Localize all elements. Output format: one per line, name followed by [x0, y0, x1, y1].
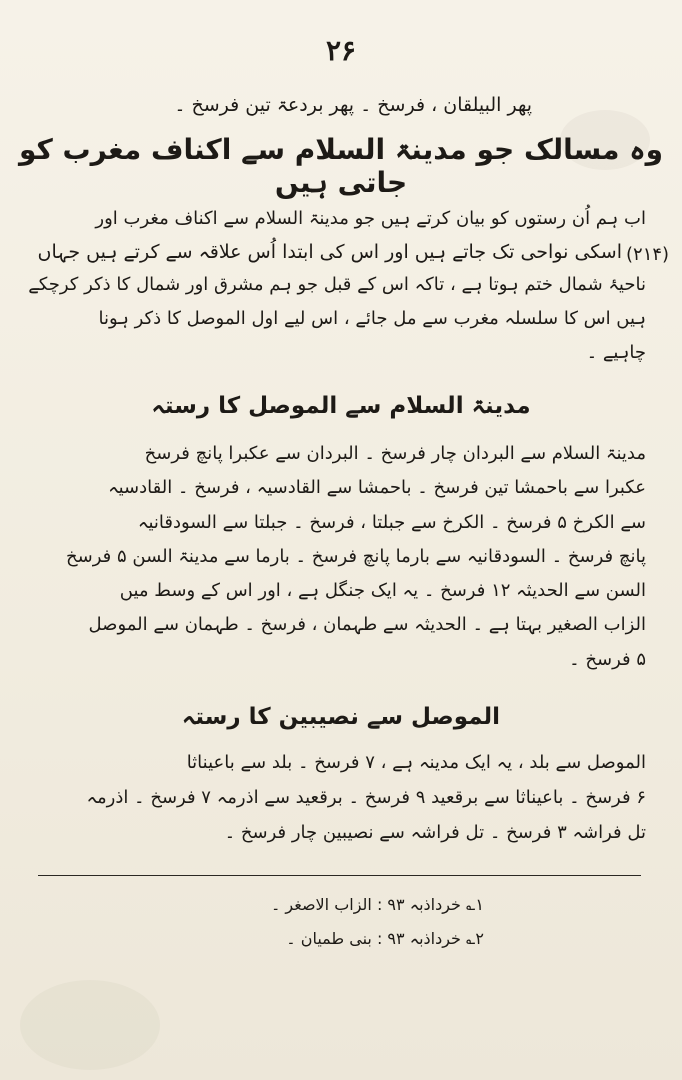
margin-reference: (۲۱۴) [626, 244, 670, 265]
route-line: پانچ فرسخ ۔ السودقانیہ سے بارما پانچ فرسخ ۔ بارما سے مدینۃ السن ۵ فرسخ [66, 546, 646, 567]
route-line: السن سے الحدیثہ ۱۲ فرسخ ۔ یہ ایک جنگل ہے ، اور اس کے وسط میں [119, 580, 646, 601]
paragraph-line: اب ہم اُن رستوں کو بیان کرتے ہیں جو مدینۃ السلام سے اکناف مغرب اور [95, 208, 646, 229]
paragraph-line: اسکی نواحی تک جاتے ہیں اور اس کی ابتدا اُس علاقہ سے کرتے ہیں جہاں [37, 241, 622, 263]
route-line: مدینۃ السلام سے البردان چار فرسخ ۔ البردان سے عکبرا پانچ فرسخ [144, 443, 646, 464]
route-line: ۵ فرسخ ۔ [569, 649, 646, 670]
route-line: الموصل سے بلد ، یہ ایک مدینہ ہے ، ۷ فرسخ ۔ بلد سے باعیناثا [186, 752, 646, 773]
main-heading: وہ مسالک جو مدینۃ السلام سے اکناف مغرب کو جاتی ہیں [18, 133, 664, 199]
section-heading-baghdad-mosul: مدینۃ السلام سے الموصل کا رستہ [151, 393, 531, 419]
footnote-2: ۲؎ خرداذبہ ۹۳ : بنی طمیان ۔ [286, 929, 484, 948]
page-number: ۲۶ [325, 34, 357, 67]
intro-line: پھر البیلقان ، فرسخ ۔ پھر بردعۃ تین فرسخ ۔ [174, 94, 532, 116]
paragraph-line: چاہیے ۔ [586, 342, 646, 363]
route-line: الزاب الصغیر بہتا ہے ۔ الحدیثہ سے طہمان ، فرسخ ۔ طہمان سے الموصل [88, 614, 646, 635]
section-heading-mosul-nusaybin: الموصل سے نصیبین کا رستہ [181, 704, 501, 730]
route-line: عکبرا سے باحمشا تین فرسخ ۔ باحمشا سے القادسیہ ، فرسخ ۔ القادسیہ [108, 477, 646, 498]
paper-stain [20, 980, 160, 1070]
footnote-divider [38, 875, 641, 876]
footnote-1: ۱؎ خرداذبہ ۹۳ : الزاب الاصغر ۔ [270, 895, 484, 914]
route-line: تل فراشہ ۳ فرسخ ۔ تل فراشہ سے نصیبین چار فرسخ ۔ [224, 822, 646, 843]
paragraph-line: ناحیۂ شمال ختم ہوتا ہے ، تاکہ اس کے قبل جو ہم مشرق اور شمال کا ذکر کرچکے [28, 274, 646, 295]
route-line: سے الکرخ ۵ فرسخ ۔ الکرخ سے جبلتا ، فرسخ ۔ جبلتا سے السودقانیہ [137, 512, 646, 533]
route-line: ۶ فرسخ ۔ باعیناثا سے برقعید ۹ فرسخ ۔ برقعید سے اذرمہ ۷ فرسخ ۔ اذرمہ [86, 787, 646, 808]
paragraph-line: ہیں اس کا سلسلہ مغرب سے مل جائے ، اس لیے اول الموصل کا ذکر ہونا [98, 308, 646, 329]
